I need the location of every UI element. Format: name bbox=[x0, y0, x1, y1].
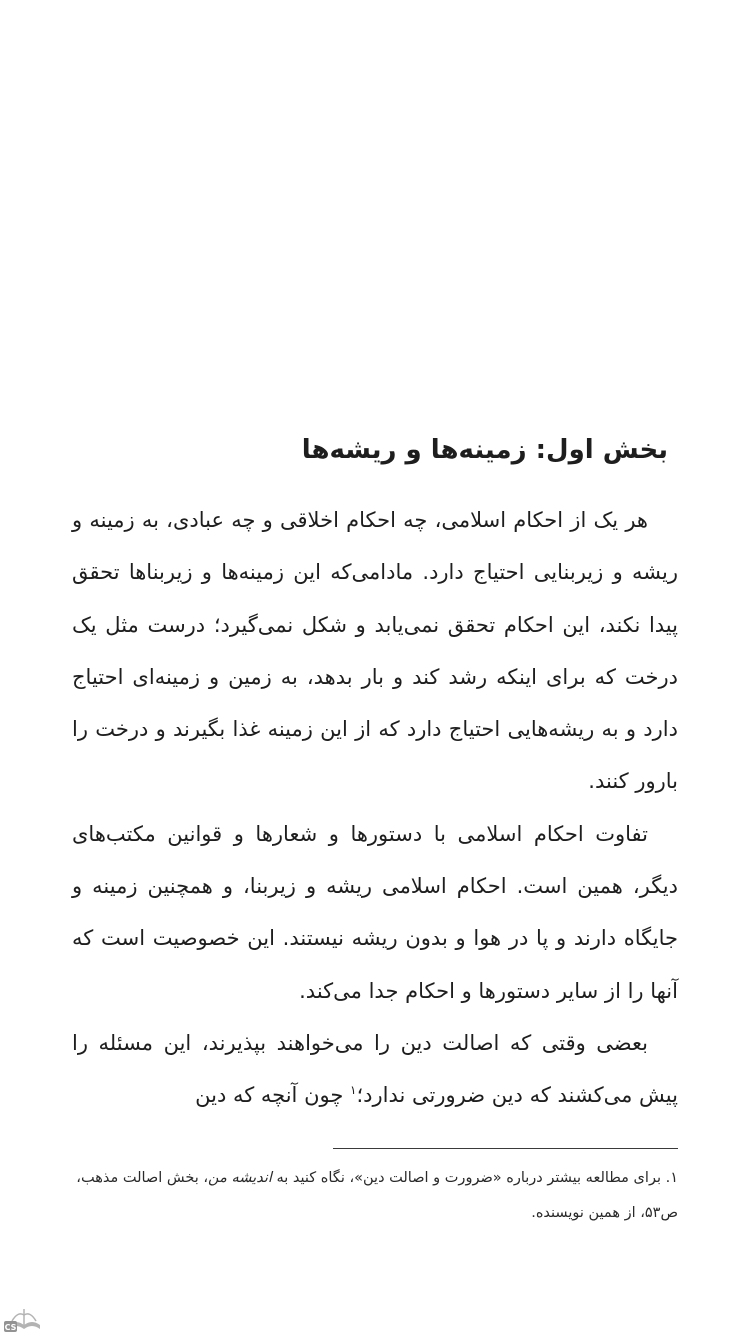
paragraph-1: هر یک از احکام اسلامی، چه احکام اخلاقی و چه عبادی، به زمینه و ریشه و زیربنایی احتیاج دارد. مادامی‌که این زمینه‌ها و زیربناها تحقق پیدا نکند، این احکام تحقق نمی‌یابد و شکل نمی‌گیرد؛ درست مثل یک درخت که برای اینکه رشد کند و بار بدهد، به زمین و زمینه‌ای احتیاج دارد و به ریشه‌هایی احتیاج دارد که از این زمینه غذا بگیرند و درخت را بارور کنند. bbox=[72, 508, 678, 794]
paragraph-3 bbox=[72, 1017, 678, 1122]
paragraph-3-continuation: چون آنچه که دین bbox=[195, 1083, 350, 1108]
paragraph-2: تفاوت احکام اسلامی با دستورها و شعارها و قوانین مکتب‌های دیگر، همین است. احکام اسلامی ریشه و زیربنا، و همچنین زمینه و جایگاه دارند و پا در هوا و بدون ریشه نیستند. این خصوصیت است که آنها را از سایر دستورها و احکام جدا می‌کند. bbox=[72, 821, 678, 1003]
watermark-label: CS bbox=[4, 1323, 17, 1332]
body-text bbox=[72, 494, 678, 1122]
footnote-text-end: ، بخش اصالت مذهب، ص۵۳، از همین نویسنده. bbox=[76, 1170, 678, 1221]
footnote-reference: ۱ bbox=[350, 1083, 357, 1098]
footnote-text: ۱. برای مطالعه بیشتر درباره «ضرورت و اصالت دین»، نگاه کنید به bbox=[271, 1170, 678, 1186]
watermark-logo bbox=[4, 1303, 44, 1333]
footnote-divider bbox=[333, 1148, 678, 1149]
footnote bbox=[72, 1161, 678, 1231]
footnote-book-title: اندیشه من bbox=[208, 1170, 272, 1186]
paragraph-3-text: بعضی وقتی که اصالت دین را می‌خواهند بپذیرند، این مسئله را پیش می‌کشند که دین ضرورتی ندارد؛ bbox=[72, 1030, 678, 1108]
section-title: بخش اول: زمینه‌ها و ریشه‌ها bbox=[301, 435, 668, 465]
book-logo-icon bbox=[4, 1303, 44, 1333]
